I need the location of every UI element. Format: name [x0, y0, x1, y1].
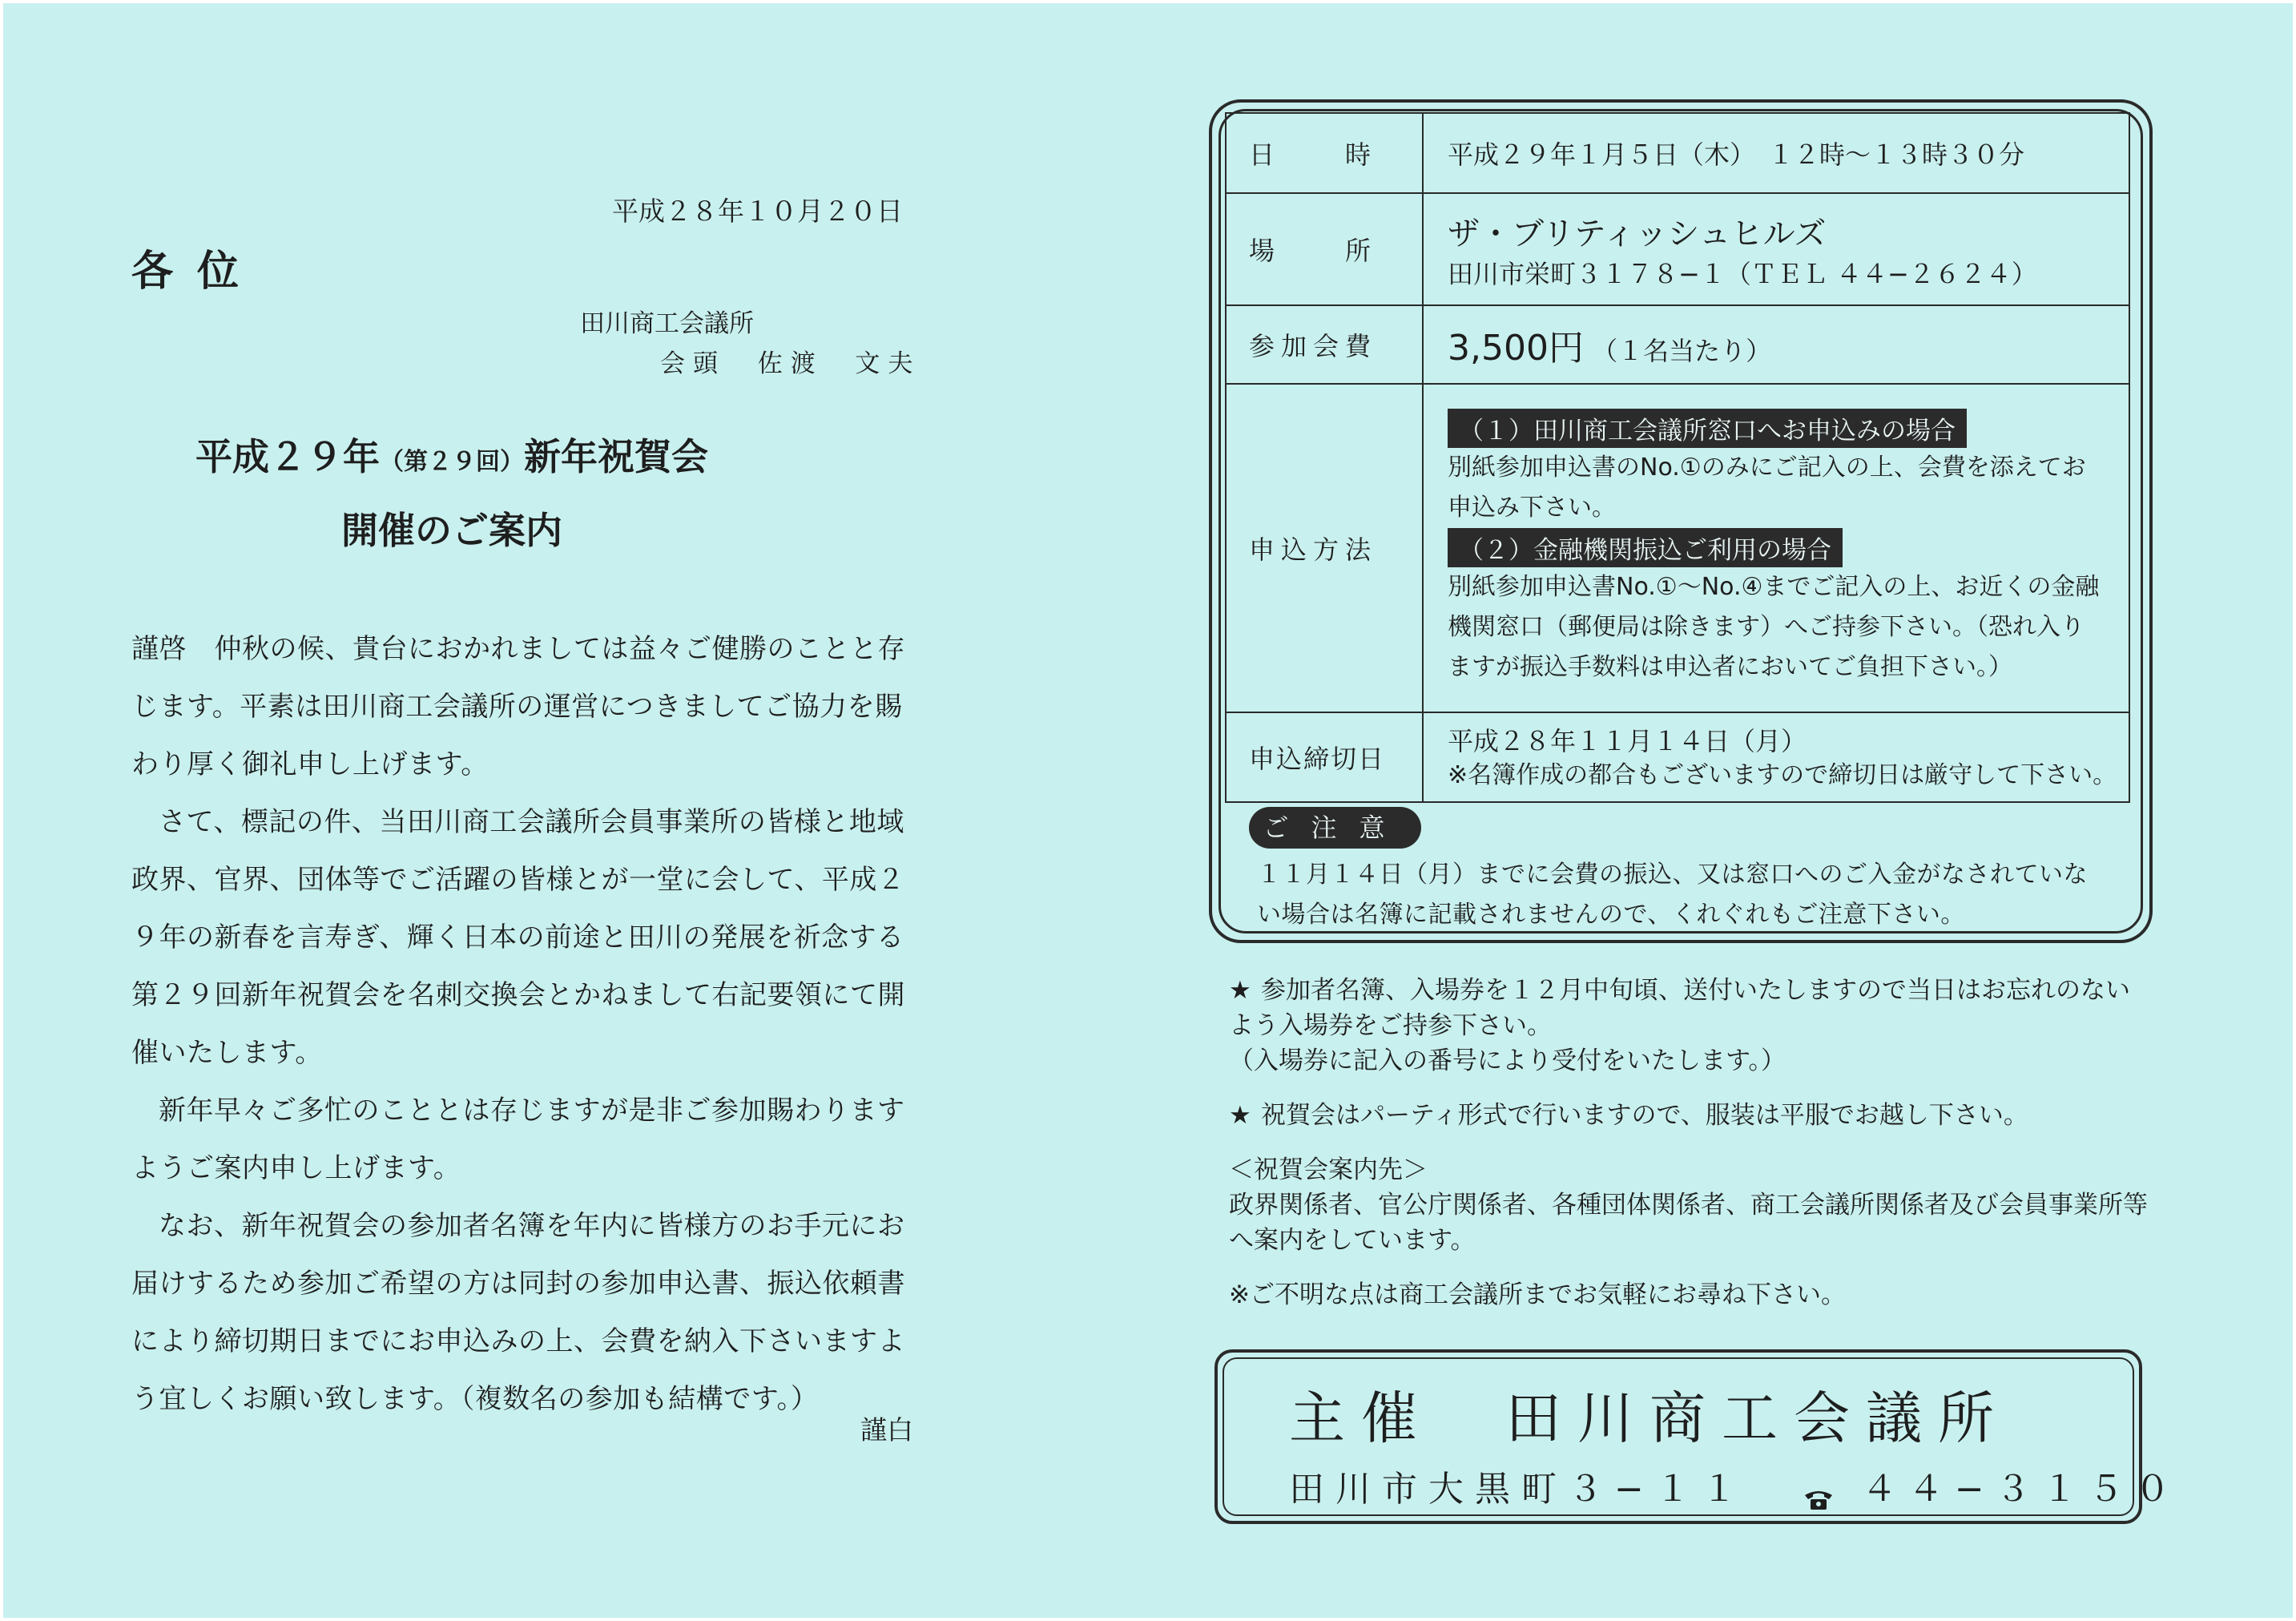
paragraph: なお、新年祝賀会の参加者名簿を年内に皆様方のお手元にお届けするため参加ご希望の方は同封の参加申込書、振込依頼書により締切期日までにお申込みの上、会費を納入下さいますよう宜しくお願い致します。（複数名の参加も結構です。） [131, 1210, 905, 1415]
telephone-icon [1803, 1479, 1835, 1503]
table-row [1226, 193, 2129, 305]
guide-heading: ＜祝賀会案内先＞ [1229, 1155, 1428, 1184]
addressee: 各位 [131, 248, 264, 296]
spacer [1229, 1079, 2150, 1098]
organizer-phone: ４４−３１５０ [1861, 1469, 2181, 1510]
letter-date: 平成２８年１０月２０日 [612, 196, 903, 227]
venue-address: 田川市栄町３１７８−１（ＴＥＬ ４４−２６２４） [1448, 258, 2037, 289]
note-star2: 祝賀会はパーティ形式で行いますので、服装は平服でお越し下さい。 [1261, 1101, 2028, 1130]
venue-name: ザ・ブリティッシュヒルズ [1448, 215, 1827, 252]
document-page [3, 3, 2293, 1618]
deadline-cell [1423, 712, 2129, 802]
letter-title [3, 428, 900, 481]
caution-text: １１月１４日（月）までに会費の振込、又は窓口へのご入金がなされていない場合は名簿に記載されませんので、くれぐれもご注意下さい。 [1257, 861, 2088, 929]
fee-cell [1423, 305, 2129, 384]
caution-tag: ご注意 [1249, 807, 1421, 849]
organizer-contact [1289, 1460, 2181, 1511]
spacer [1229, 1258, 2150, 1277]
deadline-value: 平成２８年１１月１４日（月） [1448, 726, 1807, 756]
venue-cell [1423, 193, 2129, 305]
title-year: 平成２９年 [195, 435, 380, 478]
apply-method1-title: （１）田川商工会議所窓口へお申込みの場合 [1448, 409, 1967, 448]
datetime-value: 平成２９年１月５日（木） １２時～１３時３０分 [1423, 113, 2129, 193]
paragraph: 謹啓 仲秋の候、貴台におかれましては益々ご健勝のことと存じます。平素は田川商工会議所の運営につきましてご協力を賜わり厚く御礼申し上げます。 [131, 633, 905, 780]
fee-amount: 3,500円 [1448, 328, 1584, 369]
notes [1229, 973, 2150, 1313]
note-item [1229, 1098, 2150, 1133]
guide-text: 政界関係者、官公庁関係者、各種団体関係者、商工会議所関係者及び会員事業所等へ案内をしています。 [1229, 1191, 2148, 1255]
spacer [1229, 1133, 2150, 1152]
star-icon: ★ [1229, 1101, 1251, 1130]
organizer-title: 主催 田川商工会議所 [1289, 1385, 2010, 1451]
apply-cell [1423, 384, 2129, 712]
details-table [1225, 112, 2130, 803]
apply-method1-text: 別紙参加申込書のNo.①のみにご記入の上、会費を添えてお申込み下さい。 [1448, 454, 2086, 522]
sender-name: 会頭 佐渡 文夫 [660, 349, 921, 378]
inquiry: ※ご不明な点は商工会議所までお気軽にお尋ね下さい。 [1229, 1280, 1846, 1309]
venue-label: 場 所 [1226, 193, 1423, 305]
table-row [1226, 305, 2129, 384]
table-row [1226, 384, 2129, 712]
fee-label: 参加会費 [1226, 305, 1423, 384]
paragraph: さて、標記の件、当田川商工会議所会員事業所の皆様と地域政界、官界、団体等でご活躍の皆様とが一堂に会して、平成２９年の新春を言寿ぎ、輝く日本の前途と田川の発展を祈念する第２９回新年祝賀会を名刺交換会とかねまして右記要領にて開催いたします。 [131, 806, 905, 1069]
table-row [1226, 712, 2129, 802]
datetime-label: 日 時 [1226, 113, 1423, 193]
sender-org: 田川商工会議所 [580, 309, 754, 338]
note-star1-sub: （入場券に記入の番号により受付をいたします。） [1229, 1046, 1786, 1075]
deadline-label: 申込締切日 [1226, 712, 1423, 802]
letter-subtitle: 開催のご案内 [341, 509, 562, 552]
closing: 謹白 [860, 1414, 913, 1446]
title-edition: （第２９回） [380, 448, 524, 476]
letter-body [131, 620, 924, 1428]
apply-label: 申込方法 [1226, 384, 1423, 712]
table-row [1226, 113, 2129, 193]
note-star1: 参加者名簿、入場券を１２月中旬頃、送付いたしますので当日はお忘れのないよう入場券をご持参下さい。 [1229, 976, 2130, 1040]
deadline-note: ※名簿作成の都合もございますので締切日は厳守して下さい。 [1448, 761, 2117, 789]
apply-method2-text: 別紙参加申込書No.①～No.④までご記入の上、お近くの金融機関窓口（郵便局は除きます）へご持参下さい。（恐れ入りますが振込手数料は申込者においてご負担下さい。） [1448, 573, 2100, 681]
title-event: 新年祝賀会 [524, 435, 708, 478]
fee-note: （１名当たり） [1592, 336, 1772, 366]
paragraph: 新年早々ご多忙のこととは存じますが是非ご参加賜わりますようご案内申し上げます。 [131, 1095, 905, 1184]
apply-method2-title: （２）金融機関振込ご利用の場合 [1448, 528, 1843, 567]
note-item [1229, 973, 2150, 1043]
organizer-address: 田川市大黒町３−１１ [1289, 1469, 1748, 1510]
star-icon: ★ [1229, 976, 1251, 1005]
